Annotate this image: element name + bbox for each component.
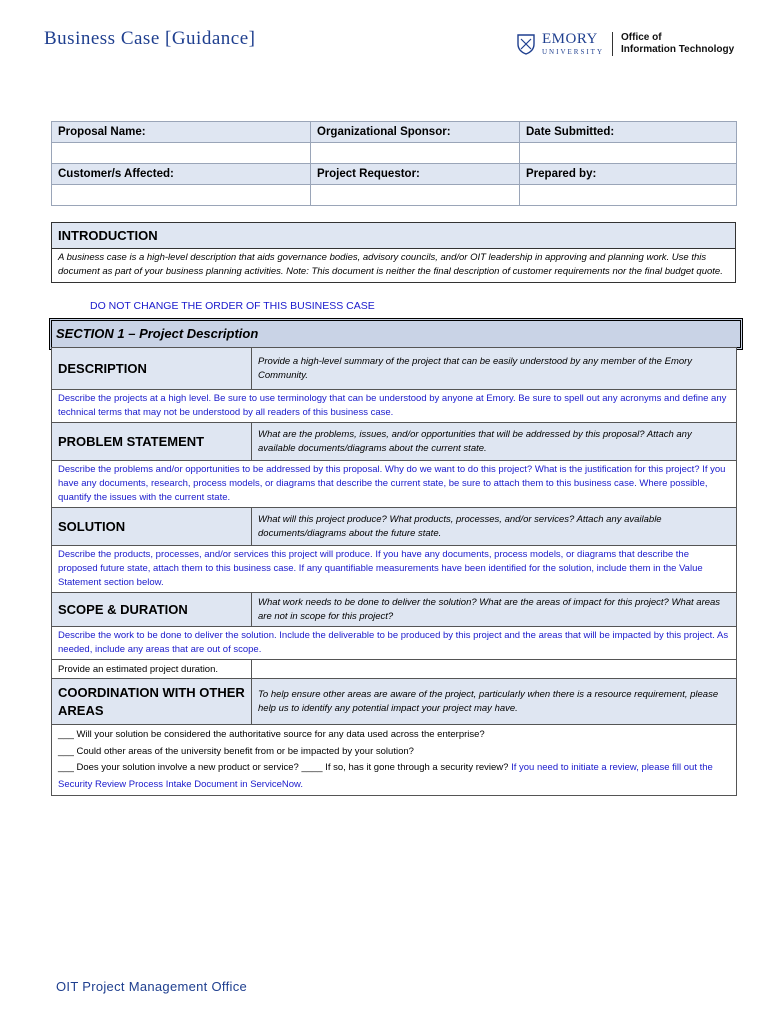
proposal-name-field[interactable] bbox=[52, 143, 311, 164]
emory-oit-logo bbox=[516, 32, 734, 56]
proposal-info-table bbox=[51, 121, 737, 206]
duration-prompt: Provide an estimated project duration. bbox=[52, 660, 252, 679]
introduction-heading: INTRODUCTION bbox=[52, 223, 735, 249]
question-authoritative-source: ___ Will your solution be considered the authoritative source for any data used across the enterprise? bbox=[58, 729, 485, 740]
introduction-text: A business case is a high-level description that aids governance bodies, advisory councils, and/or OIT leadership in approving and planning work. Use this document as part of your business planning activities. Note: This document is neither the final description of customer requirements nor the final budget quote. bbox=[58, 252, 723, 277]
problem-statement-label: PROBLEM STATEMENT bbox=[52, 423, 252, 461]
prepared-by-label: Prepared by: bbox=[520, 164, 737, 185]
document-title: Business Case [Guidance] bbox=[44, 28, 256, 49]
question-security-review-text: ___ Does your solution involve a new product or service? ____ If so, has it gone through a security review? bbox=[58, 762, 509, 773]
office-line-2: Information Technology bbox=[621, 44, 735, 55]
security-review-instructions: If you need to initiate a review, please fill out the Security Review Process Intake Document in ServiceNow. bbox=[58, 762, 713, 790]
scope-duration-detail[interactable]: Describe the work to be done to deliver the solution. Include the deliverable to be produced by this project and the areas that will be impacted by this project. As needed, include any areas that are out of scope. bbox=[52, 627, 737, 660]
coordination-questions[interactable] bbox=[52, 725, 737, 796]
solution-guidance: What will this project produce? What products, processes, and/or services? Attach any available documents/diagrams about the future state. bbox=[252, 508, 737, 546]
question-security-review bbox=[58, 760, 730, 793]
description-detail[interactable]: Describe the projects at a high level. Be sure to use terminology that can be understood by anyone at Emory. Be sure to spell out any acronyms and define any technical terms that may not be understood by all readers of this business case. bbox=[52, 390, 737, 423]
customers-affected-field[interactable] bbox=[52, 185, 311, 206]
introduction-box bbox=[51, 222, 736, 283]
office-name bbox=[621, 32, 734, 56]
proposal-name-label: Proposal Name: bbox=[52, 122, 311, 143]
project-requestor-field[interactable] bbox=[311, 185, 520, 206]
emory-name: EMORY bbox=[542, 31, 598, 47]
solution-detail[interactable]: Describe the products, processes, and/or services this project will produce. If you have any documents, process models, or diagrams that describe the proposed future state, attach them to this business case. If any quantifiable measurements have been identified for the solution, include them in the Value Statement section below. bbox=[52, 546, 737, 593]
organizational-sponsor-field[interactable] bbox=[311, 143, 520, 164]
order-warning: DO NOT CHANGE THE ORDER OF THIS BUSINESS CASE bbox=[90, 300, 375, 312]
question-other-areas: ___ Could other areas of the university benefit from or be impacted by your solution? bbox=[58, 745, 414, 757]
project-requestor-label: Project Requestor: bbox=[311, 164, 520, 185]
office-line-1: Office of bbox=[621, 32, 662, 43]
description-guidance: Provide a high-level summary of the project that can be easily understood by any member of the Emory Community. bbox=[252, 348, 737, 390]
customers-affected-label: Customer/s Affected: bbox=[52, 164, 311, 185]
problem-statement-detail[interactable]: Describe the problems and/or opportunities to be addressed by this proposal. Why do we want to do this project? What is the justification for this project? If you have any documents, research, process models, or diagrams that describe the current state, be sure to attach them to this business case. Where possible, quantify the issues with the current state. bbox=[52, 461, 737, 508]
scope-duration-label: SCOPE & DURATION bbox=[52, 593, 252, 627]
date-submitted-label: Date Submitted: bbox=[520, 122, 737, 143]
section-1-heading: SECTION 1 – Project Description bbox=[49, 318, 743, 350]
emory-shield-icon bbox=[516, 33, 536, 55]
logo-divider bbox=[612, 32, 613, 56]
problem-statement-guidance: What are the problems, issues, and/or opportunities that will be addressed by this proposal? Attach any available documents/diagrams about the current state. bbox=[252, 423, 737, 461]
coordination-guidance: To help ensure other areas are aware of the project, particularly when there is a resource requirement, please help us to identify any potential impact your project may have. bbox=[252, 679, 737, 725]
organizational-sponsor-label: Organizational Sponsor: bbox=[311, 122, 520, 143]
description-label: DESCRIPTION bbox=[52, 348, 252, 390]
emory-wordmark bbox=[542, 32, 604, 56]
page-footer: OIT Project Management Office bbox=[56, 979, 248, 994]
coordination-label: COORDINATION WITH OTHER AREAS bbox=[52, 679, 252, 725]
scope-duration-guidance: What work needs to be done to deliver the solution? What are the areas of impact for this project? What areas are not in scope for this project? bbox=[252, 593, 737, 627]
solution-label: SOLUTION bbox=[52, 508, 252, 546]
duration-field[interactable] bbox=[252, 660, 737, 679]
project-description-table bbox=[51, 347, 737, 796]
date-submitted-field[interactable] bbox=[520, 143, 737, 164]
prepared-by-field[interactable] bbox=[520, 185, 737, 206]
university-label: UNIVERSITY bbox=[542, 48, 604, 56]
